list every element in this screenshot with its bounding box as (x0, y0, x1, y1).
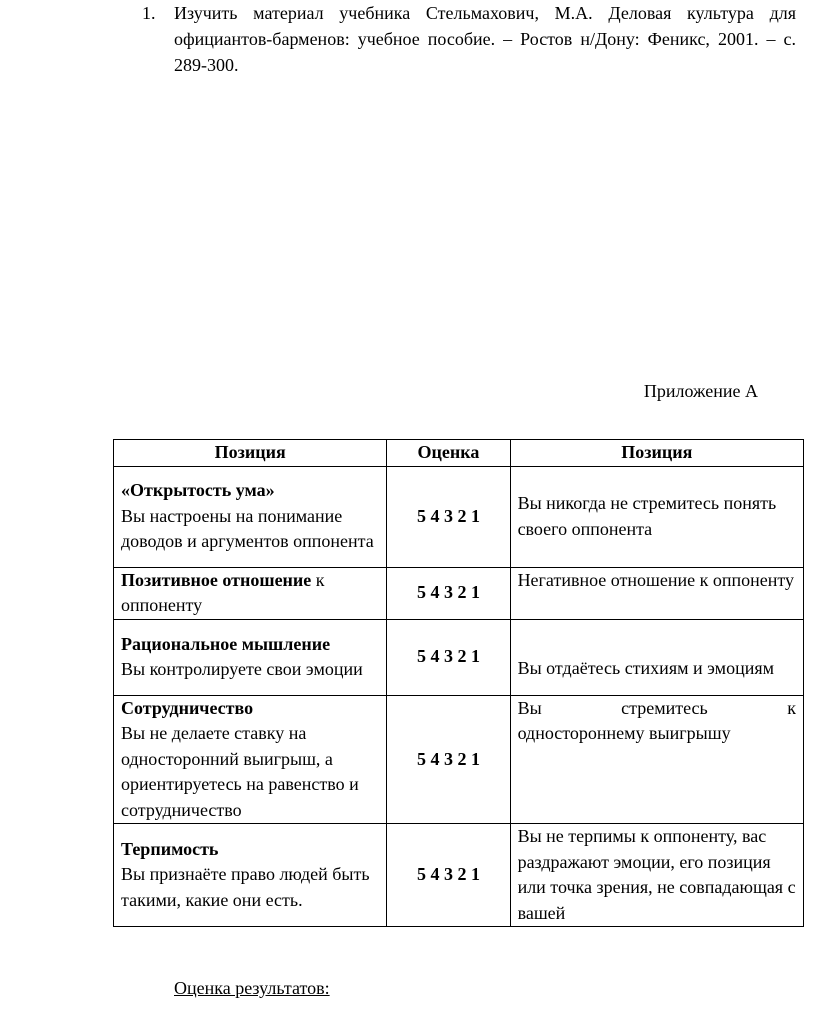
row-right-cell (510, 824, 803, 927)
table-row (114, 695, 804, 824)
row-left-cell (114, 466, 387, 567)
word: стремитесь (621, 697, 708, 718)
row-right-text: Негативное отношение к оппоненту (517, 569, 795, 590)
row-left-text: Вы настроены на понимание доводов и аргументов оппонента (121, 505, 374, 552)
row-left-cell (114, 619, 387, 695)
appendix-label: Приложение А (643, 381, 758, 401)
header-position-right: Позиция (510, 440, 803, 467)
header-score: Оценка (387, 440, 510, 467)
row-left-text: Вы не делаете ставку на односторонний выигрыш, а ориентируетесь на равенство и сотрудничество (121, 723, 359, 820)
row-title: «Открытость ума» (121, 480, 275, 501)
row-right-text: Вы никогда не стремитесь понять своего оппонента (517, 493, 777, 539)
row-right-text: Вы отдаётесь стихиям и эмоциям (517, 658, 775, 679)
row-right-text: Вы не терпимы к оппоненту, вас раздражают эмоции, его позиция или точка зрения, не совпадающая с вашей (517, 826, 796, 923)
row-left-cell (114, 824, 387, 927)
row-right-text-line1 (518, 696, 796, 722)
score-scale: 5 4 3 2 1 (387, 824, 510, 927)
score-scale: 5 4 3 2 1 (387, 619, 510, 695)
score-scale: 5 4 3 2 1 (387, 567, 510, 619)
rating-table (113, 439, 804, 927)
list-number: 1. (142, 3, 156, 23)
row-left-cell (114, 567, 387, 619)
row-right-cell (510, 466, 803, 567)
row-left-text: Вы контролируете свои эмоции (121, 659, 363, 679)
row-right-text-line2: одностороннему выигрышу (517, 723, 731, 743)
table-row (114, 466, 804, 567)
row-right-cell (510, 567, 803, 619)
row-title: Сотрудничество (121, 697, 254, 718)
row-title: Позитивное отношение (121, 569, 312, 590)
header-position-left: Позиция (114, 440, 387, 467)
row-left-cell (114, 695, 387, 824)
row-title: Рациональное мышление (121, 633, 331, 654)
reference-text: Изучить материал учебника Стельмахович, М.А. Деловая культура для официантов-барменов: учебное пособие. – Ростов н/Дону: Феникс, 2001. – с. 289-300. (174, 3, 796, 75)
results-heading: Оценка результатов: (174, 978, 330, 998)
word: Вы (517, 697, 542, 718)
word: к (787, 697, 796, 718)
score-scale: 5 4 3 2 1 (387, 466, 510, 567)
score-scale: 5 4 3 2 1 (387, 695, 510, 824)
table-row (114, 824, 804, 927)
table-row (114, 567, 804, 619)
row-left-text: к оппоненту (121, 569, 325, 615)
row-left-text: Вы признаёте право людей быть такими, какие они есть. (121, 864, 370, 910)
row-right-cell (510, 695, 803, 824)
row-title: Терпимость (121, 838, 219, 859)
row-right-cell (510, 619, 803, 695)
table-header-row (114, 440, 804, 467)
table-row (114, 619, 804, 695)
reference-list-item (142, 0, 796, 78)
